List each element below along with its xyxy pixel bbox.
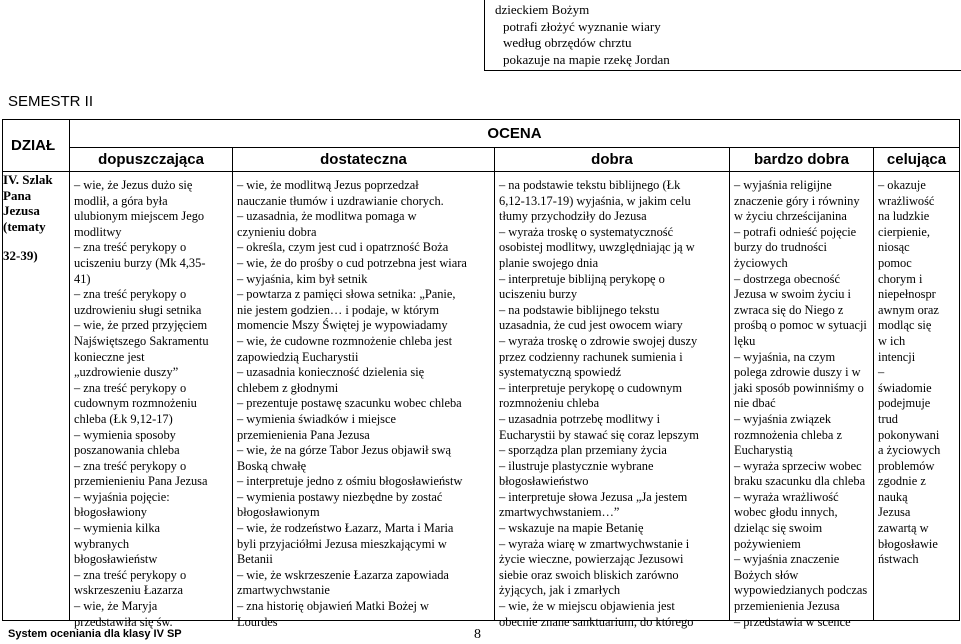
criteria-line: Boską chwałę bbox=[237, 458, 307, 473]
criteria-line: uzasadnia, że cud jest owocem wiary bbox=[499, 318, 683, 333]
criteria-line: – wymienia kilka bbox=[74, 521, 161, 536]
column-dostateczna bbox=[233, 172, 495, 629]
criteria-line: konieczne jest bbox=[74, 349, 145, 364]
criteria-line: rozmnożeniu chleba bbox=[499, 396, 600, 411]
criteria-line: Eucharystią bbox=[734, 443, 793, 458]
criteria-line: Jezusa bbox=[878, 505, 911, 520]
criteria-line: planie swojego dnia bbox=[499, 255, 599, 270]
criteria-line: przemienienia Pana Jezusa bbox=[237, 427, 370, 442]
criteria-line: na ludzkie bbox=[878, 209, 930, 224]
criteria-line: byli przyjaciółmi Jezusa mieszkającymi w bbox=[237, 536, 447, 551]
column-celujaca bbox=[874, 172, 960, 621]
criteria-line: – wie, że rodzeństwo Łazarz, Marta i Maria bbox=[237, 521, 454, 536]
criteria-line: osobistej modlitwy, uwzględniając ją w bbox=[499, 240, 695, 255]
criteria-line: – interpretuje perykopę o cudownym bbox=[499, 380, 683, 395]
criteria-line: jaki sposób powinniśmy o bbox=[734, 380, 864, 395]
criteria-line: – wie, że cudowne rozmnożenie chleba jest bbox=[237, 333, 453, 348]
criteria-line: – wymienia świadków i miejsce bbox=[237, 411, 396, 426]
criteria-line: niosąc bbox=[878, 240, 910, 255]
page-number: 8 bbox=[474, 627, 481, 642]
criteria-line: życiowych bbox=[734, 255, 788, 270]
criteria-line: zmartwychwstanie bbox=[237, 583, 330, 598]
criteria-line: – wie, że Maryja bbox=[74, 599, 158, 614]
criteria-line: polega zdrowie duszy i w bbox=[734, 365, 861, 380]
criteria-line: – przedstawia w scence bbox=[734, 614, 851, 629]
criteria-line: zgodnie z bbox=[878, 474, 926, 489]
criteria-line: burzy do trudności bbox=[734, 240, 827, 255]
section-title-line: (tematy bbox=[3, 218, 46, 234]
criteria-list bbox=[874, 172, 959, 620]
criteria-line: – wyraża troskę o systematyczność bbox=[499, 224, 674, 239]
criteria-line: siebie oraz swoich bliskich zarówno bbox=[499, 567, 679, 582]
criteria-line: – uzasadnia, że modlitwa pomaga w bbox=[237, 209, 417, 224]
criteria-line: – na podstawie biblijnego tekstu bbox=[499, 302, 660, 317]
continued-line-3: według obrzędów chrztu bbox=[503, 35, 632, 50]
section-title-line: IV. Szlak bbox=[3, 172, 53, 187]
criteria-line: Jezusa w swoim życiu i bbox=[734, 287, 851, 302]
criteria-line: pomoc bbox=[878, 255, 912, 270]
criteria-line: – na podstawie tekstu biblijnego (Łk bbox=[499, 178, 681, 192]
criteria-line: uciszeniu burzy (Mk 4,35- bbox=[74, 255, 206, 270]
criteria-line: – wyraża wiarę w zmartwychwstanie i bbox=[499, 536, 690, 551]
criteria-line: czynieniu dobra bbox=[237, 224, 317, 239]
criteria-line: tłumy przychodziły do Jezusa bbox=[499, 209, 647, 224]
criteria-line: zawartą w bbox=[878, 521, 929, 536]
criteria-list bbox=[70, 172, 232, 629]
criteria-line: Betanii bbox=[237, 552, 273, 567]
criteria-line: świadomie bbox=[878, 380, 932, 395]
criteria-line: trud bbox=[878, 411, 898, 426]
criteria-line: błogosławie bbox=[878, 536, 938, 551]
section-topics: 32-39) bbox=[3, 248, 38, 263]
level-header-dopuszczajaca: dopuszczająca bbox=[70, 148, 233, 172]
criteria-line: – wyjaśnia pojęcie: bbox=[74, 489, 170, 504]
level-header-dostateczna: dostateczna bbox=[233, 148, 495, 172]
criteria-line: błogosławionym bbox=[237, 505, 320, 520]
criteria-list bbox=[730, 172, 873, 629]
criteria-line: – wskazuje na mapie Betanię bbox=[499, 521, 644, 536]
criteria-line: obecnie znane sanktuarium, do którego bbox=[499, 614, 694, 629]
criteria-line: – prezentuje postawę szacunku wobec chleba bbox=[237, 396, 462, 411]
criteria-list bbox=[233, 172, 494, 629]
semester-heading: SEMESTR II bbox=[8, 93, 94, 110]
criteria-line: – zna treść perykopy o bbox=[74, 240, 187, 255]
criteria-line: poszanowania chleba bbox=[74, 443, 180, 458]
criteria-line: intencji bbox=[878, 349, 916, 364]
criteria-line: nie jestem godzien… i podaje, w którym bbox=[237, 302, 439, 317]
criteria-line: pokonywani bbox=[878, 427, 940, 442]
criteria-line: – sporządza plan przemiany życia bbox=[499, 443, 667, 458]
criteria-line: zmartwychwstaniem…” bbox=[499, 505, 620, 520]
criteria-line: – zna treść perykopy o bbox=[74, 380, 187, 395]
criteria-line: modląc się bbox=[878, 318, 932, 333]
section-title-line: Pana bbox=[3, 187, 32, 203]
criteria-line: – zna treść perykopy o bbox=[74, 458, 187, 473]
criteria-line: a życiowych bbox=[878, 443, 941, 458]
criteria-line: znaczenie góry i równiny bbox=[734, 193, 860, 208]
criteria-line: chorym i bbox=[878, 271, 923, 286]
criteria-line: uzdrowieniu sługi setnika bbox=[74, 302, 202, 317]
criteria-line: – wie, że wskrzeszenie Łazarza zapowiada bbox=[237, 567, 449, 582]
criteria-line: – dostrzega obecność bbox=[734, 271, 840, 286]
criteria-line: modlił, a góra była bbox=[74, 193, 168, 208]
dzial-header: DZIAŁ bbox=[3, 120, 70, 172]
section-title-line: Jezusa bbox=[3, 203, 40, 218]
criteria-line: 6,12-13.17-19) wyjaśnia, w jakim celu bbox=[499, 193, 691, 208]
criteria-line: awnym oraz bbox=[878, 302, 939, 317]
criteria-line: – zna historię objawień Matki Bożej w bbox=[237, 599, 430, 614]
criteria-line: błogosławieństw bbox=[74, 552, 158, 567]
criteria-line: lęku bbox=[734, 333, 756, 348]
criteria-line: – wyjaśnia związek bbox=[734, 411, 832, 426]
criteria-line: wskrzeszeniu Łazarza bbox=[74, 583, 184, 598]
criteria-line: wypowiedzianych podczas bbox=[734, 583, 868, 598]
criteria-line: wobec głodu innych, bbox=[734, 505, 838, 520]
criteria-line: – wyraża wrażliwość bbox=[734, 489, 839, 504]
ocena-header: OCENA bbox=[70, 120, 960, 148]
criteria-line: – okazuje bbox=[878, 178, 926, 192]
criteria-line: – wie, że do prośby o cud potrzebna jest wiara bbox=[237, 255, 467, 270]
criteria-line: – interpretuje biblijną perykopę o bbox=[499, 271, 665, 286]
criteria-line: przemienieniu Pana Jezusa bbox=[74, 474, 208, 489]
criteria-line: Eucharystii by stawać się coraz lepszym bbox=[499, 427, 699, 442]
criteria-line: dzieląc się swoim bbox=[734, 521, 823, 536]
section-cell bbox=[3, 172, 70, 621]
criteria-line: cudownym rozmnożeniu bbox=[74, 396, 197, 411]
criteria-line: podejmuje bbox=[878, 396, 931, 411]
criteria-line: w ich bbox=[878, 333, 906, 348]
footer-label: System oceniania dla klasy IV SP bbox=[8, 628, 182, 640]
criteria-line: żyjących, jak i zmarłych bbox=[499, 583, 621, 598]
criteria-line: – bbox=[878, 365, 885, 380]
level-header-bardzo-dobra: bardzo dobra bbox=[730, 148, 874, 172]
criteria-line: braku szacunku dla chleba bbox=[734, 474, 866, 489]
criteria-line: – uzasadnia konieczność dzielenia się bbox=[237, 365, 425, 380]
criteria-line: nie dbać bbox=[734, 396, 776, 411]
criteria-line: przedstawiła się św. bbox=[74, 614, 173, 629]
criteria-line: – wyjaśnia religijne bbox=[734, 178, 832, 192]
criteria-line: przez codzienny rachunek sumienia i bbox=[499, 349, 683, 364]
criteria-line: niepełnospr bbox=[878, 287, 936, 302]
criteria-line: – zna treść perykopy o bbox=[74, 287, 187, 302]
criteria-line: – wie, że na górze Tabor Jezus objawił swą bbox=[237, 443, 451, 458]
criteria-line: chleba (Łk 9,12-17) bbox=[74, 411, 173, 426]
criteria-list bbox=[495, 172, 729, 629]
criteria-line: wrażliwość bbox=[878, 193, 935, 208]
criteria-line: błogosławiony bbox=[74, 505, 147, 520]
criteria-line: błogosławieństwo bbox=[499, 474, 589, 489]
continued-line-4: pokazuje na mapie rzekę Jordan bbox=[503, 51, 670, 67]
criteria-line: nauczanie tłumów i uzdrawianie chorych. bbox=[237, 193, 444, 208]
continued-criteria-box bbox=[484, 0, 961, 71]
criteria-line: – wie, że przed przyjęciem bbox=[74, 318, 208, 333]
criteria-line: rozmnożenia chleba z bbox=[734, 427, 843, 442]
criteria-line: wybranych bbox=[74, 536, 130, 551]
criteria-line: problemów bbox=[878, 458, 935, 473]
criteria-line: – wyraża sprzeciw wobec bbox=[734, 458, 862, 473]
column-bardzo-dobra bbox=[730, 172, 874, 629]
criteria-line: – ilustruje plastycznie wybrane bbox=[499, 458, 654, 473]
criteria-line: Bożych słów bbox=[734, 567, 799, 582]
criteria-line: zapowiedzią Eucharystii bbox=[237, 349, 359, 364]
criteria-line: – powtarza z pamięci słowa setnika: „Panie, bbox=[237, 287, 456, 302]
criteria-line: nauką bbox=[878, 489, 908, 504]
criteria-line: – wie, że Jezus dużo się bbox=[74, 178, 193, 192]
criteria-line: uciszeniu burzy bbox=[499, 287, 578, 302]
continued-line-1: dzieckiem Bożym bbox=[495, 2, 590, 17]
criteria-line: – wymienia sposoby bbox=[74, 427, 176, 442]
criteria-line: – wymienia postawy niezbędne by zostać bbox=[237, 489, 443, 504]
criteria-line: prośbą o pomoc w sytuacji bbox=[734, 318, 867, 333]
level-header-celujaca: celująca bbox=[874, 148, 960, 172]
criteria-line: ństwach bbox=[878, 552, 919, 567]
criteria-line: przemienienia Jezusa bbox=[734, 599, 840, 614]
criteria-line: – wyjaśnia, na czym bbox=[734, 349, 836, 364]
criteria-line: modlitwy bbox=[74, 224, 122, 239]
criteria-line: – wyjaśnia znaczenie bbox=[734, 552, 840, 567]
level-header-dobra: dobra bbox=[495, 148, 730, 172]
criteria-line: – zna treść perykopy o bbox=[74, 567, 187, 582]
column-dopuszczajaca bbox=[70, 172, 233, 629]
criteria-line: – interpretuje jedno z ośmiu błogosławieństw bbox=[237, 474, 463, 489]
criteria-line: Lourdes bbox=[237, 614, 278, 629]
criteria-line: – wie, że modlitwą Jezus poprzedzał bbox=[237, 178, 419, 192]
criteria-line: – uzasadnia potrzebę modlitwy i bbox=[499, 411, 661, 426]
criteria-line: ulubionym miejscem Jego bbox=[74, 209, 205, 224]
criteria-line: chlebem z głodnymi bbox=[237, 380, 339, 395]
criteria-line: pożywieniem bbox=[734, 536, 801, 551]
criteria-line: 41) bbox=[74, 271, 91, 286]
criteria-line: – potrafi odnieść pojęcie bbox=[734, 224, 857, 239]
column-dobra bbox=[495, 172, 730, 629]
criteria-line: – wyraża troskę o zdrowie swojej duszy bbox=[499, 333, 698, 348]
grading-table bbox=[2, 119, 960, 629]
continued-line-2: potrafi złożyć wyznanie wiary bbox=[503, 18, 661, 34]
criteria-line: – interpretuje słowa Jezusa „Ja jestem bbox=[499, 489, 688, 504]
criteria-line: Najświętszego Sakramentu bbox=[74, 333, 209, 348]
criteria-line: zwraca się do Niego z bbox=[734, 302, 844, 317]
criteria-line: cierpienie, bbox=[878, 224, 930, 239]
criteria-line: – wie, że w miejscu objawienia jest bbox=[499, 599, 675, 614]
criteria-line: systematyczną spowiedź bbox=[499, 365, 622, 380]
criteria-line: – określa, czym jest cud i opatrzność Boża bbox=[237, 240, 449, 255]
criteria-line: momencie Mszy Świętej je wypowiadamy bbox=[237, 318, 448, 333]
criteria-line: życie wieczne, powierzając Jezusowi bbox=[499, 552, 684, 567]
criteria-line: „uzdrowienie duszy” bbox=[74, 365, 179, 380]
criteria-line: – wyjaśnia, kim był setnik bbox=[237, 271, 368, 286]
criteria-line: w życiu chrześcijanina bbox=[734, 209, 847, 224]
